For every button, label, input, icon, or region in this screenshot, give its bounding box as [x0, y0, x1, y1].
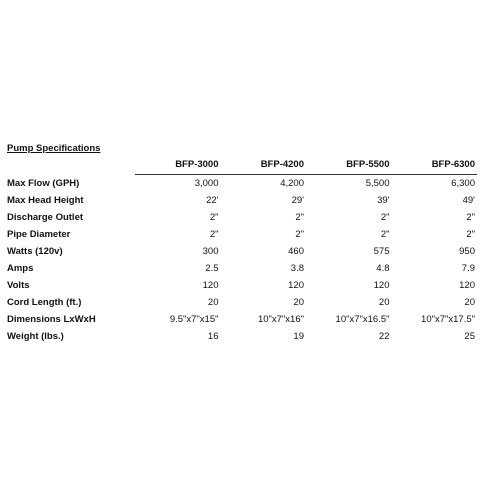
table-cell: 6,300 — [392, 175, 478, 193]
table-cell: 2.5 — [205, 263, 219, 274]
table-cell: 4.8 — [376, 263, 390, 274]
table-row — [7, 192, 477, 209]
table-cell: 120 — [459, 280, 475, 291]
table-row — [7, 243, 477, 260]
table-cell: 10"x7"x17.5" — [421, 314, 475, 325]
table-cell: 575 — [373, 246, 390, 257]
table-cell: 2" — [380, 229, 390, 240]
table-cell: 20 — [378, 297, 390, 308]
row-label: Watts (120v) — [7, 246, 63, 257]
table-cell: 3,000 — [135, 175, 221, 193]
table-cell: 19 — [293, 331, 304, 342]
table-row — [7, 294, 477, 311]
table-cell: 460 — [288, 246, 304, 257]
table-cell: 120 — [288, 280, 304, 291]
table-cell: 4,200 — [221, 175, 307, 193]
header-cell-bfp-5500: BFP-5500 — [346, 159, 390, 170]
table-cell: 16 — [207, 331, 219, 342]
table-cell: 10"x7"x16" — [257, 314, 304, 325]
row-label: Weight (lbs.) — [7, 331, 64, 342]
header-cell-bfp-3000: BFP-3000 — [175, 159, 219, 170]
row-label: Max Head Height — [7, 195, 84, 206]
header-row — [7, 156, 477, 175]
table-cell: 950 — [459, 246, 475, 257]
row-label: Amps — [7, 263, 34, 274]
row-label: Cord Length (ft.) — [7, 297, 82, 308]
table-cell: 2" — [209, 229, 219, 240]
table-cell: 10"x7"x16.5" — [335, 314, 390, 325]
row-label: Max Flow (GPH) — [7, 177, 80, 189]
header-cell-bfp-6300: BFP-6300 — [431, 159, 475, 170]
table-cell: 300 — [202, 246, 219, 257]
table-cell: 2" — [295, 212, 304, 223]
row-label: Volts — [7, 280, 30, 291]
table-cell: 22' — [206, 195, 219, 206]
table-cell: 22 — [378, 331, 390, 342]
table-cell: 20 — [464, 297, 475, 308]
table-cell: 25 — [464, 331, 475, 342]
table-row — [7, 277, 477, 294]
table-cell: 120 — [202, 280, 219, 291]
table-cell: 2" — [466, 229, 475, 240]
table-row — [7, 226, 477, 243]
table-cell: 2" — [209, 212, 219, 223]
table-cell: 2" — [466, 212, 475, 223]
table-cell: 9.5"x7"x15" — [169, 314, 219, 325]
table-cell: 29' — [291, 195, 304, 206]
spec-table — [7, 156, 477, 345]
table-cell: 2" — [295, 229, 304, 240]
table-body — [7, 175, 477, 346]
table-row — [7, 175, 477, 193]
page-title: Pump Specifications — [7, 143, 101, 154]
table-cell: 3.8 — [290, 263, 304, 274]
table-cell: 120 — [373, 280, 390, 291]
table-cell: 20 — [293, 297, 304, 308]
row-label: Dimensions LxWxH — [7, 314, 96, 325]
table-row — [7, 328, 477, 345]
table-cell: 2" — [380, 212, 390, 223]
header-cell-bfp-4200: BFP-4200 — [260, 159, 304, 170]
table-row — [7, 311, 477, 328]
table-header — [7, 156, 477, 175]
table-cell: 7.9 — [461, 263, 475, 274]
table-cell: 49' — [462, 195, 475, 206]
table-row — [7, 260, 477, 277]
row-label: Discharge Outlet — [7, 212, 84, 223]
header-cell-label — [7, 156, 135, 175]
table-row — [7, 209, 477, 226]
table-cell: 5,500 — [306, 175, 392, 193]
table-cell: 20 — [207, 297, 219, 308]
table-cell: 39' — [377, 195, 390, 206]
row-label: Pipe Diameter — [7, 229, 71, 240]
